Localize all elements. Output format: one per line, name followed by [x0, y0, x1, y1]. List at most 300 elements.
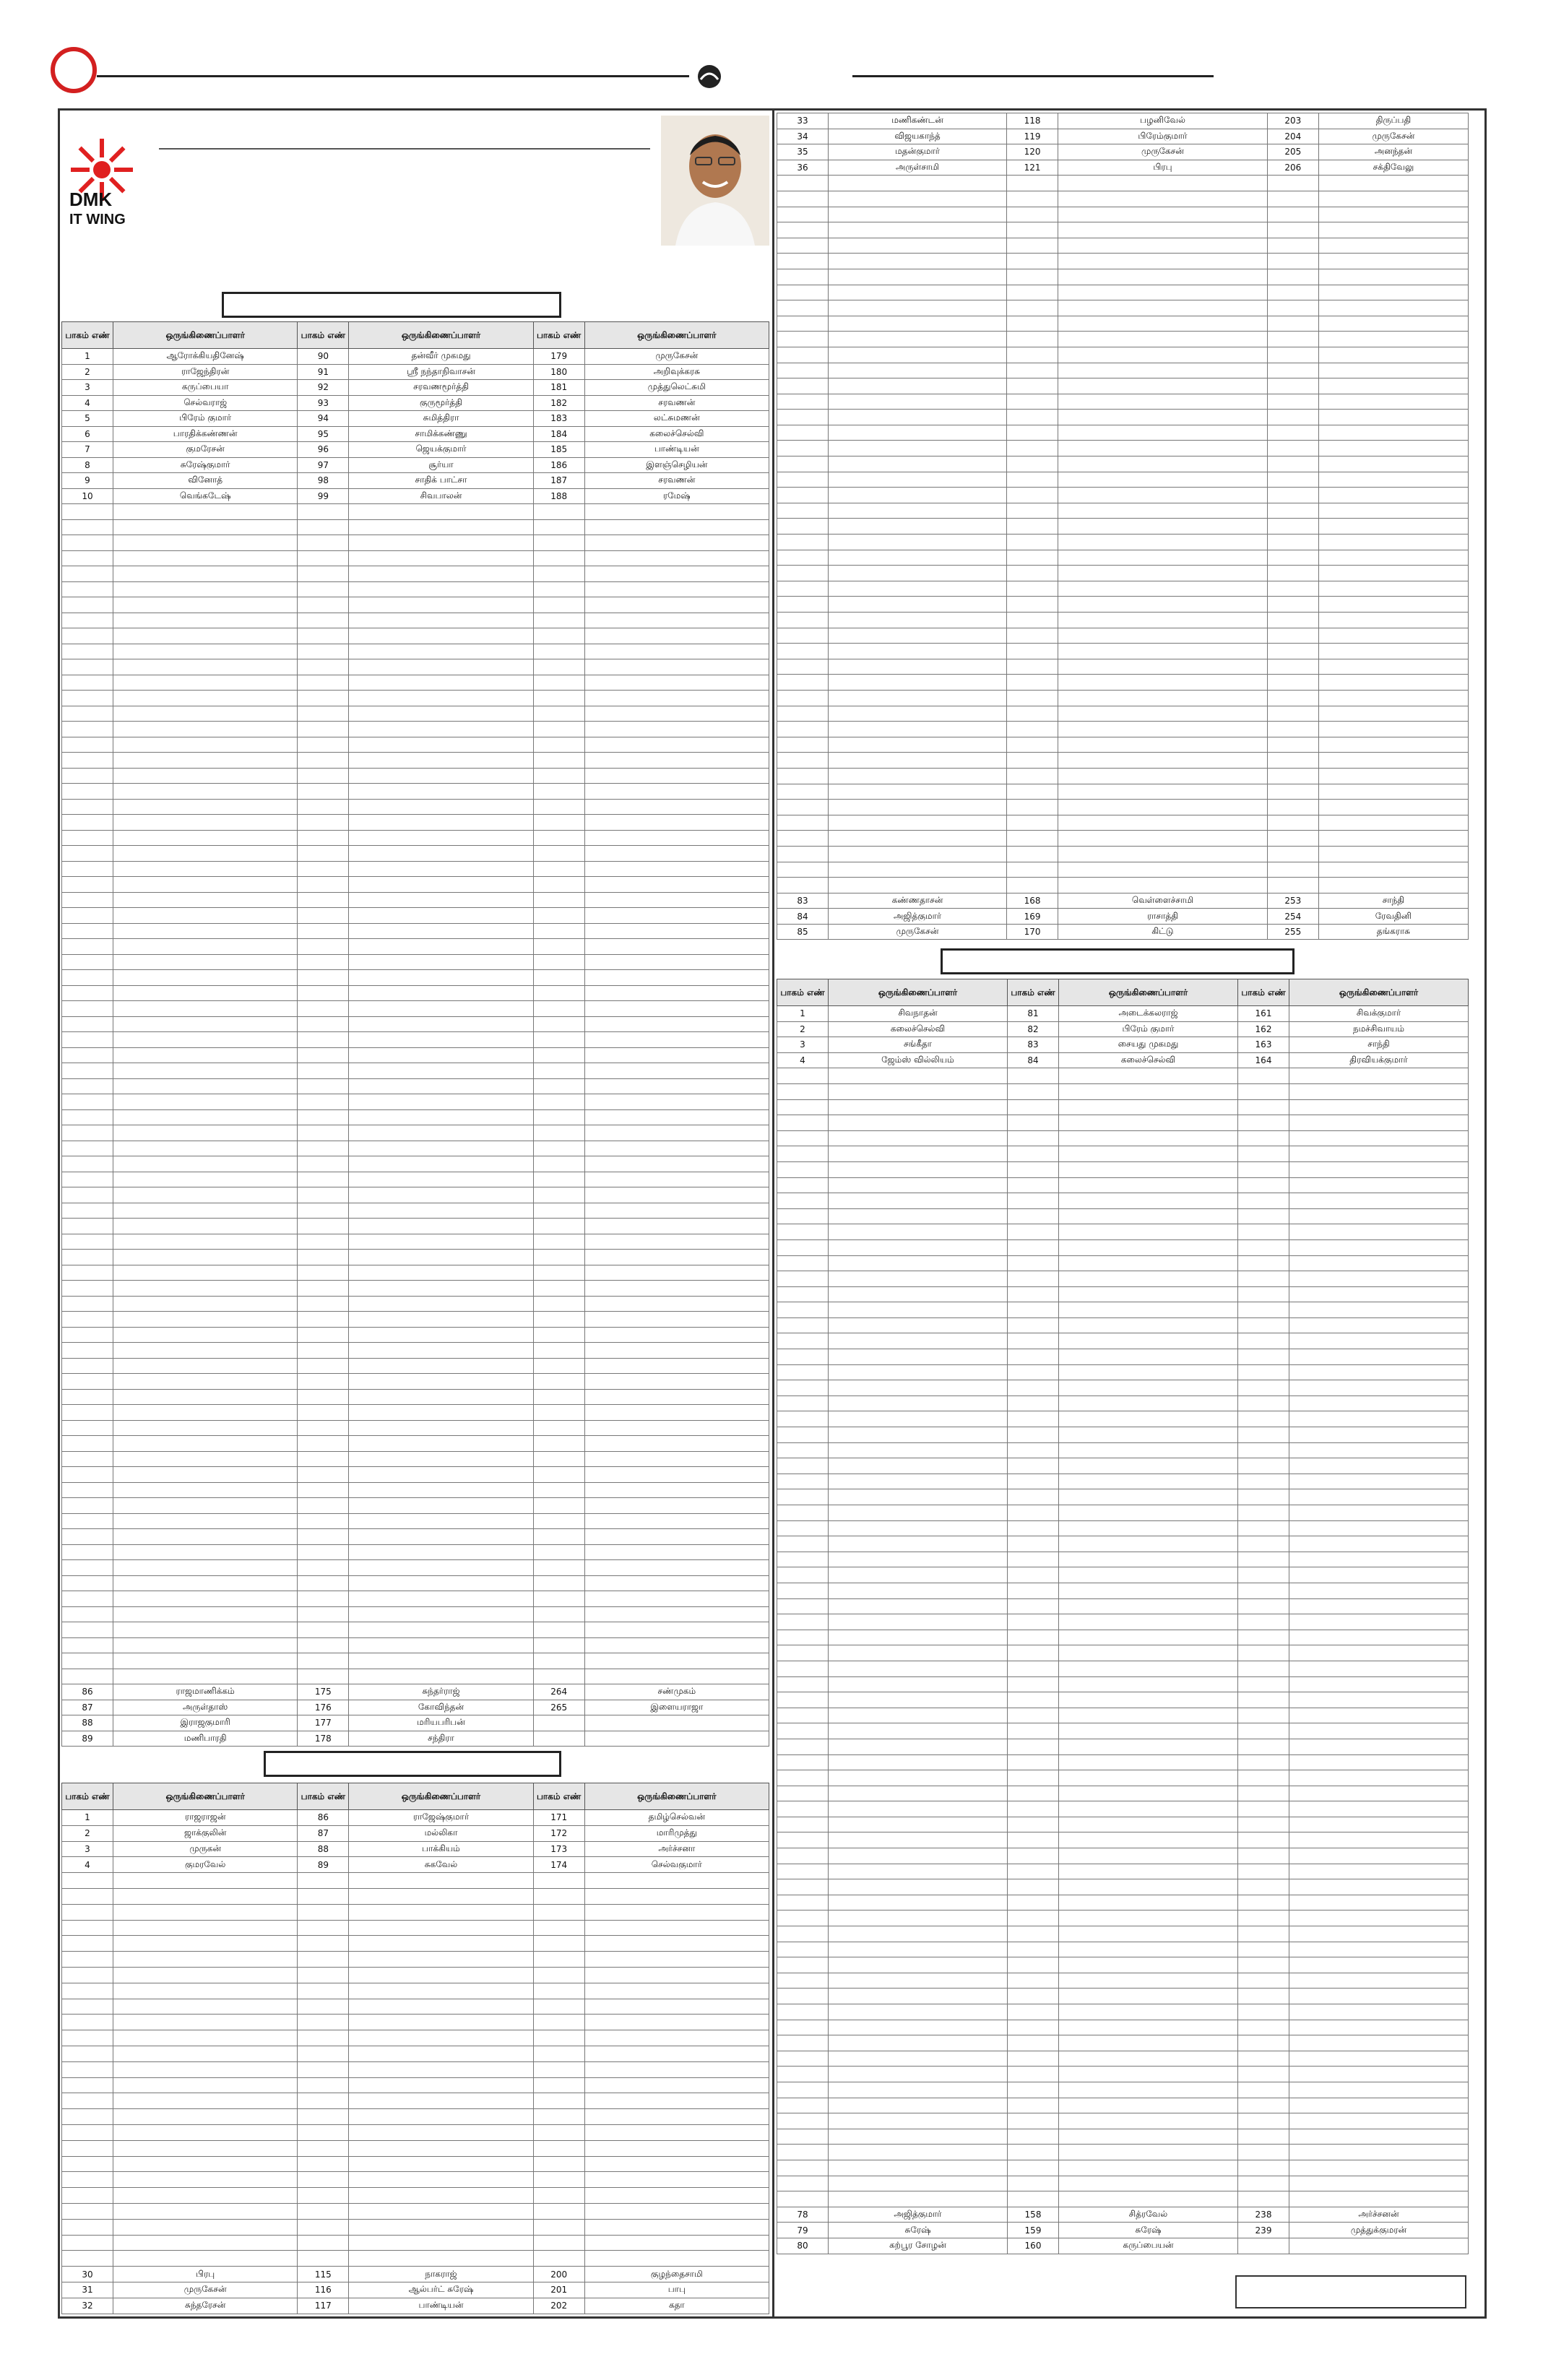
cell-coordinator-name [1318, 644, 1468, 659]
cell-coordinator-name [113, 1560, 298, 1576]
cell-part-number [62, 535, 113, 551]
cell-part-number [533, 566, 584, 582]
cell-part-number [1008, 1942, 1059, 1957]
cell-coordinator-name: முருகேசன் [1058, 144, 1268, 160]
cell-coordinator-name [113, 1405, 298, 1421]
cell-coordinator-name [113, 644, 298, 659]
cell-part-number [62, 1250, 113, 1265]
cell-part-number [777, 1848, 829, 1864]
table-row [777, 1630, 1469, 1645]
cell-coordinator-name [584, 830, 769, 846]
cell-coordinator-name [113, 1529, 298, 1545]
cell-coordinator-name [584, 1327, 769, 1343]
cell-coordinator-name [349, 1637, 533, 1653]
cell-part-number [298, 1281, 349, 1297]
table-row [62, 2140, 769, 2156]
cell-coordinator-name [584, 1731, 769, 1747]
cell-coordinator-name [349, 830, 533, 846]
cell-part-number: 3 [62, 380, 113, 396]
cell-coordinator-name [1289, 1333, 1469, 1349]
table-row [777, 1130, 1469, 1146]
header-part-number: பாகம் எண் [777, 979, 829, 1006]
cell-coordinator-name [584, 628, 769, 644]
cell-part-number [1007, 488, 1058, 503]
cell-coordinator-name [349, 1669, 533, 1684]
cell-part-number [777, 1505, 829, 1521]
cell-part-number [777, 675, 829, 691]
cell-part-number: 203 [1267, 113, 1318, 129]
cell-coordinator-name [584, 2188, 769, 2204]
cell-coordinator-name: சுகவேல் [349, 1857, 533, 1873]
cell-part-number [1238, 1536, 1289, 1552]
cell-part-number [1238, 1864, 1289, 1879]
cell-part-number [298, 1094, 349, 1110]
cell-part-number [62, 737, 113, 753]
cell-part-number [777, 1864, 829, 1879]
cell-coordinator-name [584, 923, 769, 939]
cell-coordinator-name [113, 1265, 298, 1281]
cell-part-number [62, 1281, 113, 1297]
cell-coordinator-name [829, 800, 1007, 815]
cell-part-number [62, 581, 113, 597]
cell-part-number [1267, 285, 1318, 300]
cell-coordinator-name [113, 566, 298, 582]
cell-coordinator-name: செல்வராஜ் [113, 395, 298, 411]
cell-part-number [1238, 1786, 1289, 1801]
cell-coordinator-name [829, 1364, 1008, 1380]
cell-part-number [62, 2077, 113, 2093]
cell-part-number [1238, 2067, 1289, 2082]
table-row [62, 1920, 769, 1936]
cell-part-number [1238, 1224, 1289, 1240]
cell-coordinator-name [829, 878, 1007, 893]
cell-coordinator-name [584, 1156, 769, 1172]
cell-part-number [533, 1731, 584, 1747]
cell-coordinator-name [113, 1904, 298, 1920]
cell-part-number [1008, 1177, 1059, 1193]
table-row [62, 1219, 769, 1234]
cell-part-number [1008, 1442, 1059, 1458]
cell-coordinator-name [584, 597, 769, 613]
cell-part-number [777, 2082, 829, 2098]
cell-coordinator-name [349, 1904, 533, 1920]
cell-coordinator-name [1059, 1161, 1238, 1177]
cell-part-number [298, 2046, 349, 2061]
cell-part-number [533, 2188, 584, 2204]
cell-coordinator-name [829, 1208, 1008, 1224]
table-row [777, 1333, 1469, 1349]
cell-coordinator-name [1318, 238, 1468, 254]
cell-part-number [1008, 1614, 1059, 1630]
cell-coordinator-name [584, 1873, 769, 1889]
table-row [777, 1006, 1469, 1022]
cell-part-number: 85 [777, 924, 829, 940]
cell-part-number [298, 1482, 349, 1498]
cell-part-number [777, 1911, 829, 1926]
cell-part-number [62, 753, 113, 769]
cell-coordinator-name [113, 1873, 298, 1889]
cell-coordinator-name: பாண்டியன் [349, 2298, 533, 2314]
cell-part-number [533, 504, 584, 520]
cell-part-number [777, 815, 829, 831]
cell-part-number [1238, 2113, 1289, 2129]
header-rule-right [852, 75, 1214, 77]
cell-part-number: 87 [62, 1700, 113, 1715]
cell-part-number [777, 1708, 829, 1723]
cell-part-number [533, 1983, 584, 1999]
cell-part-number [62, 659, 113, 675]
cell-part-number [777, 1989, 829, 2004]
cell-coordinator-name [113, 1296, 298, 1312]
table-row [777, 2004, 1469, 2020]
cell-part-number: 184 [533, 426, 584, 442]
cell-coordinator-name [1059, 1801, 1238, 1817]
cell-coordinator-name [584, 1219, 769, 1234]
table-row [777, 1255, 1469, 1271]
cell-part-number [777, 2098, 829, 2113]
cell-coordinator-name [584, 519, 769, 535]
cell-coordinator-name: சூர்யா [349, 457, 533, 473]
cell-coordinator-name [1058, 753, 1268, 769]
cell-coordinator-name [113, 535, 298, 551]
cell-coordinator-name [113, 2156, 298, 2172]
table-row [62, 380, 769, 396]
cell-coordinator-name [1058, 706, 1268, 722]
cell-part-number [777, 1786, 829, 1801]
cell-coordinator-name [1318, 394, 1468, 410]
cell-part-number: 174 [533, 1857, 584, 1873]
cell-part-number [533, 1156, 584, 1172]
cell-coordinator-name [829, 1161, 1008, 1177]
table-row [777, 1848, 1469, 1864]
cell-part-number [1238, 1708, 1289, 1723]
cell-part-number [1008, 2160, 1059, 2176]
table-row [777, 1817, 1469, 1832]
cell-coordinator-name [829, 550, 1007, 566]
cell-part-number [62, 1389, 113, 1405]
cell-part-number [533, 1653, 584, 1669]
cell-coordinator-name [829, 659, 1007, 675]
cell-part-number: 238 [1238, 2207, 1289, 2223]
cell-part-number: 84 [777, 909, 829, 925]
cell-part-number [62, 2203, 113, 2219]
cell-part-number [298, 691, 349, 706]
cell-coordinator-name: கலைச்செல்வி [1059, 1052, 1238, 1068]
table-row [777, 441, 1469, 456]
cell-coordinator-name [829, 1349, 1008, 1365]
cell-coordinator-name [584, 1888, 769, 1904]
cell-part-number [777, 566, 829, 581]
cell-coordinator-name [113, 1343, 298, 1359]
cell-part-number [1008, 1068, 1059, 1084]
cell-part-number [1007, 722, 1058, 737]
cell-part-number [1238, 1957, 1289, 1973]
cell-part-number [1238, 1099, 1289, 1115]
cell-coordinator-name [584, 1187, 769, 1203]
cell-part-number [298, 1904, 349, 1920]
cell-coordinator-name [1058, 613, 1268, 628]
cell-coordinator-name [1058, 581, 1268, 597]
table-row [62, 1653, 769, 1669]
cell-part-number [533, 2061, 584, 2077]
cell-coordinator-name [1058, 456, 1268, 472]
cell-part-number [533, 1141, 584, 1156]
cell-part-number [777, 1286, 829, 1302]
cell-part-number [1007, 378, 1058, 394]
cell-coordinator-name [829, 269, 1007, 285]
cell-part-number [1007, 519, 1058, 535]
table-row [62, 1343, 769, 1359]
cell-coordinator-name [584, 985, 769, 1001]
cell-coordinator-name [1289, 2082, 1469, 2098]
cell-part-number [533, 1420, 584, 1436]
cell-coordinator-name [584, 908, 769, 924]
cell-part-number [777, 1380, 829, 1396]
table-row [777, 1208, 1469, 1224]
cell-part-number [777, 1583, 829, 1598]
cell-part-number [62, 846, 113, 862]
cell-part-number [777, 410, 829, 425]
cell-coordinator-name [349, 1234, 533, 1250]
cell-part-number [1008, 1520, 1059, 1536]
table-row [62, 1094, 769, 1110]
cell-part-number: 1 [62, 349, 113, 365]
cell-coordinator-name: மல்லிகா [349, 1825, 533, 1841]
table-row [777, 800, 1469, 815]
cell-coordinator-name [1289, 1099, 1469, 1115]
cell-part-number: 169 [1007, 909, 1058, 925]
cell-coordinator-name: செல்வகுமார் [584, 1857, 769, 1873]
cell-part-number [533, 1999, 584, 2015]
cell-part-number: 3 [62, 1841, 113, 1857]
cell-part-number [1007, 254, 1058, 269]
cell-coordinator-name [1318, 535, 1468, 550]
table-row [777, 597, 1469, 613]
cell-part-number [62, 1936, 113, 1952]
cell-part-number [62, 691, 113, 706]
cell-part-number [298, 706, 349, 722]
table-row [777, 1099, 1469, 1115]
cell-coordinator-name: ராஜமாணிக்கம் [113, 1684, 298, 1700]
cell-coordinator-name [1289, 1286, 1469, 1302]
table-row [62, 644, 769, 659]
cell-part-number [1238, 1723, 1289, 1739]
cell-coordinator-name [1318, 800, 1468, 815]
cell-coordinator-name [829, 222, 1007, 238]
table-row [777, 2035, 1469, 2051]
cell-part-number [533, 1312, 584, 1328]
cell-part-number [777, 1630, 829, 1645]
cell-coordinator-name: பிரேம் குமார் [113, 411, 298, 427]
cell-part-number [1267, 472, 1318, 488]
cell-part-number [533, 2251, 584, 2267]
cell-coordinator-name [584, 1125, 769, 1141]
cell-coordinator-name [829, 2113, 1008, 2129]
cell-part-number [1008, 1224, 1059, 1240]
cell-part-number [1007, 191, 1058, 207]
table-row [777, 550, 1469, 566]
cell-part-number [1267, 878, 1318, 893]
table-row [777, 1317, 1469, 1333]
section-title-box-3 [941, 948, 1295, 974]
cell-part-number [1238, 2238, 1289, 2254]
cell-coordinator-name [1289, 1786, 1469, 1801]
cell-part-number [777, 1177, 829, 1193]
cell-part-number [1267, 300, 1318, 316]
table-row [777, 1583, 1469, 1598]
table-row [777, 2145, 1469, 2160]
cell-part-number [1007, 659, 1058, 675]
cell-part-number [777, 378, 829, 394]
cell-coordinator-name [1059, 2067, 1238, 2082]
cell-part-number [777, 737, 829, 753]
cell-coordinator-name [113, 2251, 298, 2267]
cell-part-number [1007, 472, 1058, 488]
cell-coordinator-name [1059, 1224, 1238, 1240]
cell-coordinator-name [584, 815, 769, 831]
cell-part-number [1008, 2113, 1059, 2129]
cell-coordinator-name [1289, 1911, 1469, 1926]
cell-coordinator-name [113, 504, 298, 520]
cell-coordinator-name [829, 581, 1007, 597]
table-header-row [777, 979, 1469, 1006]
cell-part-number [1238, 1349, 1289, 1365]
table-row [777, 737, 1469, 753]
cell-part-number [298, 1141, 349, 1156]
cell-part-number [62, 550, 113, 566]
table-row [777, 238, 1469, 254]
table-row [777, 1692, 1469, 1708]
cell-coordinator-name [113, 1172, 298, 1187]
cell-part-number [1007, 846, 1058, 862]
table-row [777, 144, 1469, 160]
cell-part-number: 4 [777, 1052, 829, 1068]
table-row [777, 2238, 1469, 2254]
cell-coordinator-name [1059, 1302, 1238, 1318]
cell-coordinator-name [829, 285, 1007, 300]
cell-part-number [62, 784, 113, 800]
cell-coordinator-name [1059, 1989, 1238, 2004]
cell-part-number [1008, 1536, 1059, 1552]
cell-part-number [1238, 1989, 1289, 2004]
cell-coordinator-name [584, 784, 769, 800]
cell-coordinator-name [829, 332, 1007, 347]
table-row [62, 1591, 769, 1607]
cell-part-number [1008, 1505, 1059, 1521]
cell-coordinator-name [113, 1063, 298, 1079]
cell-coordinator-name: கலைச்செல்வி [829, 1021, 1008, 1037]
cell-part-number: 177 [298, 1715, 349, 1731]
footer-note-box [1235, 2275, 1466, 2308]
cell-part-number [298, 784, 349, 800]
cell-part-number [1267, 488, 1318, 503]
cell-part-number [533, 1016, 584, 1032]
cell-part-number [777, 363, 829, 378]
cell-part-number [777, 1661, 829, 1676]
cell-coordinator-name [1059, 1754, 1238, 1770]
table-row [777, 1708, 1469, 1723]
cell-part-number: 264 [533, 1684, 584, 1700]
cell-coordinator-name [584, 2140, 769, 2156]
cell-part-number [298, 675, 349, 691]
table-row [777, 1239, 1469, 1255]
cell-part-number [298, 628, 349, 644]
cell-coordinator-name [1289, 1380, 1469, 1396]
cell-coordinator-name: சுந்தர்ராஜ் [349, 1684, 533, 1700]
cell-coordinator-name [349, 2109, 533, 2125]
cell-coordinator-name [829, 1505, 1008, 1521]
cell-part-number [777, 613, 829, 628]
cell-part-number [777, 1598, 829, 1614]
table-row [777, 831, 1469, 847]
cell-coordinator-name: பிரேம்குமார் [1058, 129, 1268, 144]
table-row [777, 1474, 1469, 1489]
cell-coordinator-name [113, 628, 298, 644]
cell-part-number: 31 [62, 2282, 113, 2298]
cell-part-number [298, 1967, 349, 1983]
cell-part-number [533, 1873, 584, 1889]
cell-coordinator-name [349, 1498, 533, 1514]
header-rule-left [97, 75, 689, 77]
cell-part-number [533, 861, 584, 877]
cell-part-number [533, 1967, 584, 1983]
cell-part-number [62, 1888, 113, 1904]
table-row [777, 113, 1469, 129]
cell-coordinator-name [349, 659, 533, 675]
cell-coordinator-name [1289, 2113, 1469, 2129]
cell-coordinator-name [349, 1467, 533, 1483]
cell-coordinator-name [349, 504, 533, 520]
cell-coordinator-name [113, 1637, 298, 1653]
cell-part-number [1007, 238, 1058, 254]
table-row [62, 473, 769, 489]
cell-coordinator-name [584, 1001, 769, 1017]
table-row [777, 129, 1469, 144]
cell-coordinator-name [349, 2203, 533, 2219]
cell-coordinator-name [349, 799, 533, 815]
cell-coordinator-name [113, 2235, 298, 2251]
cell-part-number [1238, 1520, 1289, 1536]
cell-coordinator-name: சங்கீதா [829, 1037, 1008, 1053]
cell-part-number [1238, 1817, 1289, 1832]
cell-coordinator-name [1058, 316, 1268, 332]
cell-part-number [1238, 1239, 1289, 1255]
table-row [62, 1250, 769, 1265]
cell-coordinator-name [829, 1739, 1008, 1754]
cell-part-number [777, 1395, 829, 1411]
header-coordinator: ஒருங்கிணைப்பாளர் [584, 322, 769, 349]
cell-part-number [62, 1999, 113, 2015]
coordinator-table-3 [777, 113, 1469, 940]
cell-part-number [533, 1920, 584, 1936]
cell-part-number [1008, 1474, 1059, 1489]
cell-part-number [1008, 1957, 1059, 1973]
cell-part-number [62, 892, 113, 908]
cell-coordinator-name [584, 1999, 769, 2015]
cell-coordinator-name [349, 1983, 533, 1999]
cell-part-number: 83 [1008, 1037, 1059, 1053]
cell-coordinator-name [1058, 862, 1268, 878]
cell-coordinator-name [1059, 1630, 1238, 1645]
cell-part-number [1267, 768, 1318, 784]
cell-coordinator-name [1059, 1926, 1238, 1942]
cell-part-number: 34 [777, 129, 829, 144]
cell-part-number [1008, 2067, 1059, 2082]
cell-part-number [1238, 1630, 1289, 1645]
table-header-row [62, 1783, 769, 1810]
cell-coordinator-name [1059, 1411, 1238, 1427]
cell-part-number [533, 675, 584, 691]
